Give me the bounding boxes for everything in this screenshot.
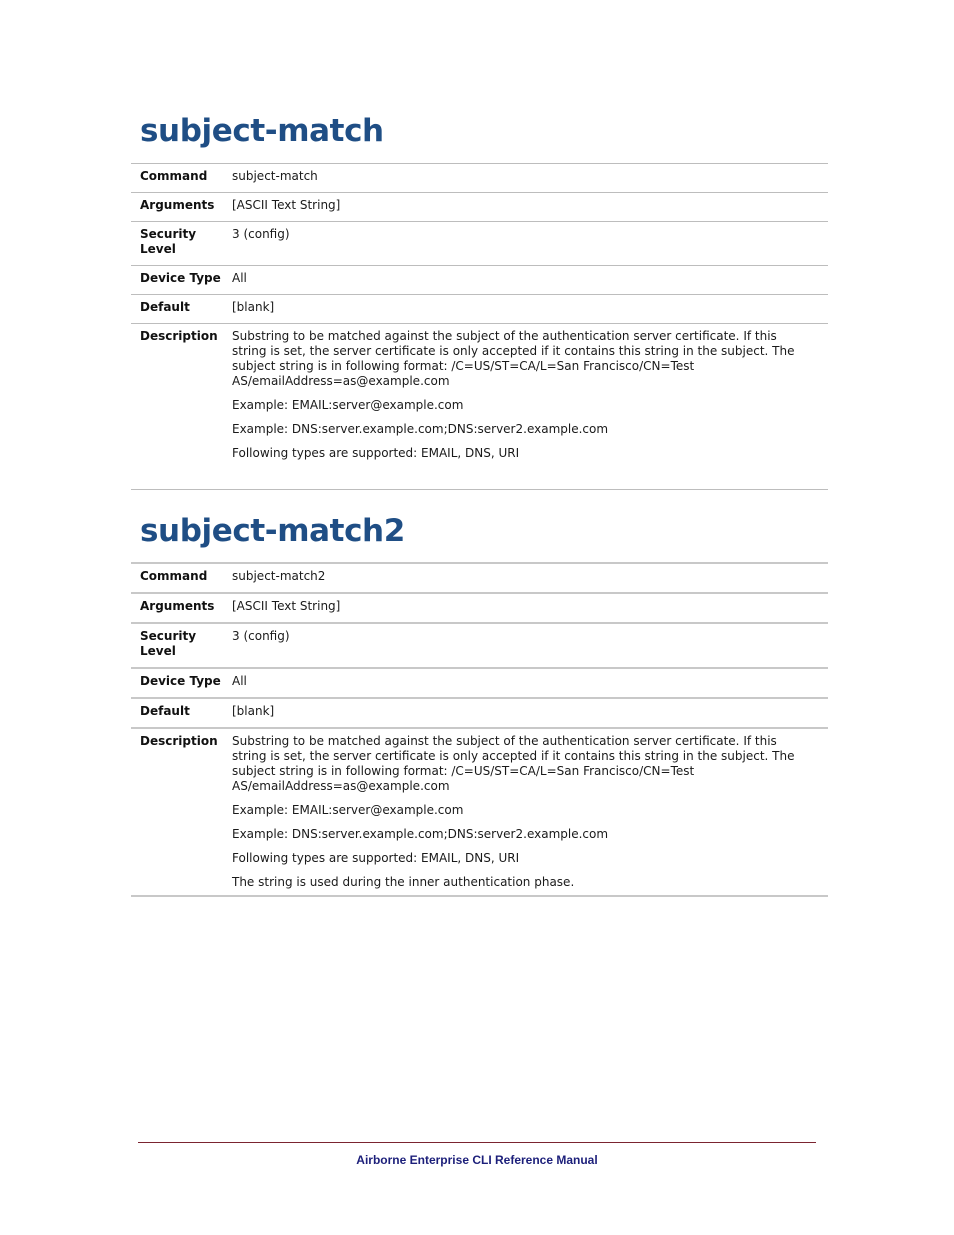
description-paragraph: Substring to be matched against the subject of the authentication server certificate. If this string is set, the server certificate is only accepted if it contains this string in the subject. The subject string is in following format: /C=US/ST=CA/L=San Francisco/CN=Test AS/emailAddress=as@example.com	[232, 734, 795, 793]
row-value-description	[232, 728, 828, 896]
description-paragraph: Following types are supported: EMAIL, DNS, URI	[232, 446, 520, 460]
table-row	[131, 593, 828, 623]
table-row	[131, 295, 828, 324]
row-value-description	[232, 324, 828, 490]
row-label-description: Description	[131, 728, 232, 896]
description-paragraph: The string is used during the inner authentication phase.	[232, 875, 575, 889]
row-value-arguments: [ASCII Text String]	[232, 193, 828, 222]
row-label-arguments: Arguments	[131, 593, 232, 623]
table-row	[131, 728, 828, 896]
table-row	[131, 266, 828, 295]
command-table	[131, 163, 828, 490]
row-value-command: subject-match2	[232, 563, 828, 593]
description-paragraph: Substring to be matched against the subject of the authentication server certificate. If this string is set, the server certificate is only accepted if it contains this string in the subject. The subject string is in following format: /C=US/ST=CA/L=San Francisco/CN=Test AS/emailAddress=as@example.com	[232, 329, 795, 388]
table-row	[131, 698, 828, 728]
row-label-default: Default	[131, 295, 232, 324]
row-value-command: subject-match	[232, 164, 828, 193]
table-row	[131, 164, 828, 193]
row-label-device-type: Device Type	[131, 668, 232, 698]
row-value-device-type: All	[232, 668, 828, 698]
row-label-command: Command	[131, 563, 232, 593]
row-label-description: Description	[131, 324, 232, 490]
description-paragraph: Following types are supported: EMAIL, DNS, URI	[232, 851, 520, 865]
row-label-command: Command	[131, 164, 232, 193]
row-label-security-level: Security Level	[131, 623, 232, 668]
row-label-default: Default	[131, 698, 232, 728]
row-label-security-level: Security Level	[131, 222, 232, 266]
description-paragraph: Example: DNS:server.example.com;DNS:server2.example.com	[232, 422, 609, 436]
row-label-arguments: Arguments	[131, 193, 232, 222]
table-row	[131, 563, 828, 593]
table-row	[131, 193, 828, 222]
description-paragraph: Example: EMAIL:server@example.com	[232, 803, 464, 817]
table-row	[131, 324, 828, 490]
section-title: subject-match	[140, 113, 384, 149]
table-row	[131, 222, 828, 266]
footer-divider	[138, 1142, 816, 1143]
description-paragraph: Example: DNS:server.example.com;DNS:server2.example.com	[232, 827, 609, 841]
row-value-security-level: 3 (config)	[232, 222, 828, 266]
command-table	[131, 562, 828, 897]
row-value-default: [blank]	[232, 295, 828, 324]
row-value-security-level: 3 (config)	[232, 623, 828, 668]
footer-manual-title: Airborne Enterprise CLI Reference Manual	[356, 1153, 598, 1167]
row-value-device-type: All	[232, 266, 828, 295]
table-row	[131, 668, 828, 698]
section-title: subject-match2	[140, 513, 405, 549]
row-value-default: [blank]	[232, 698, 828, 728]
row-value-arguments: [ASCII Text String]	[232, 593, 828, 623]
table-row	[131, 623, 828, 668]
description-paragraph: Example: EMAIL:server@example.com	[232, 398, 464, 412]
row-label-device-type: Device Type	[131, 266, 232, 295]
